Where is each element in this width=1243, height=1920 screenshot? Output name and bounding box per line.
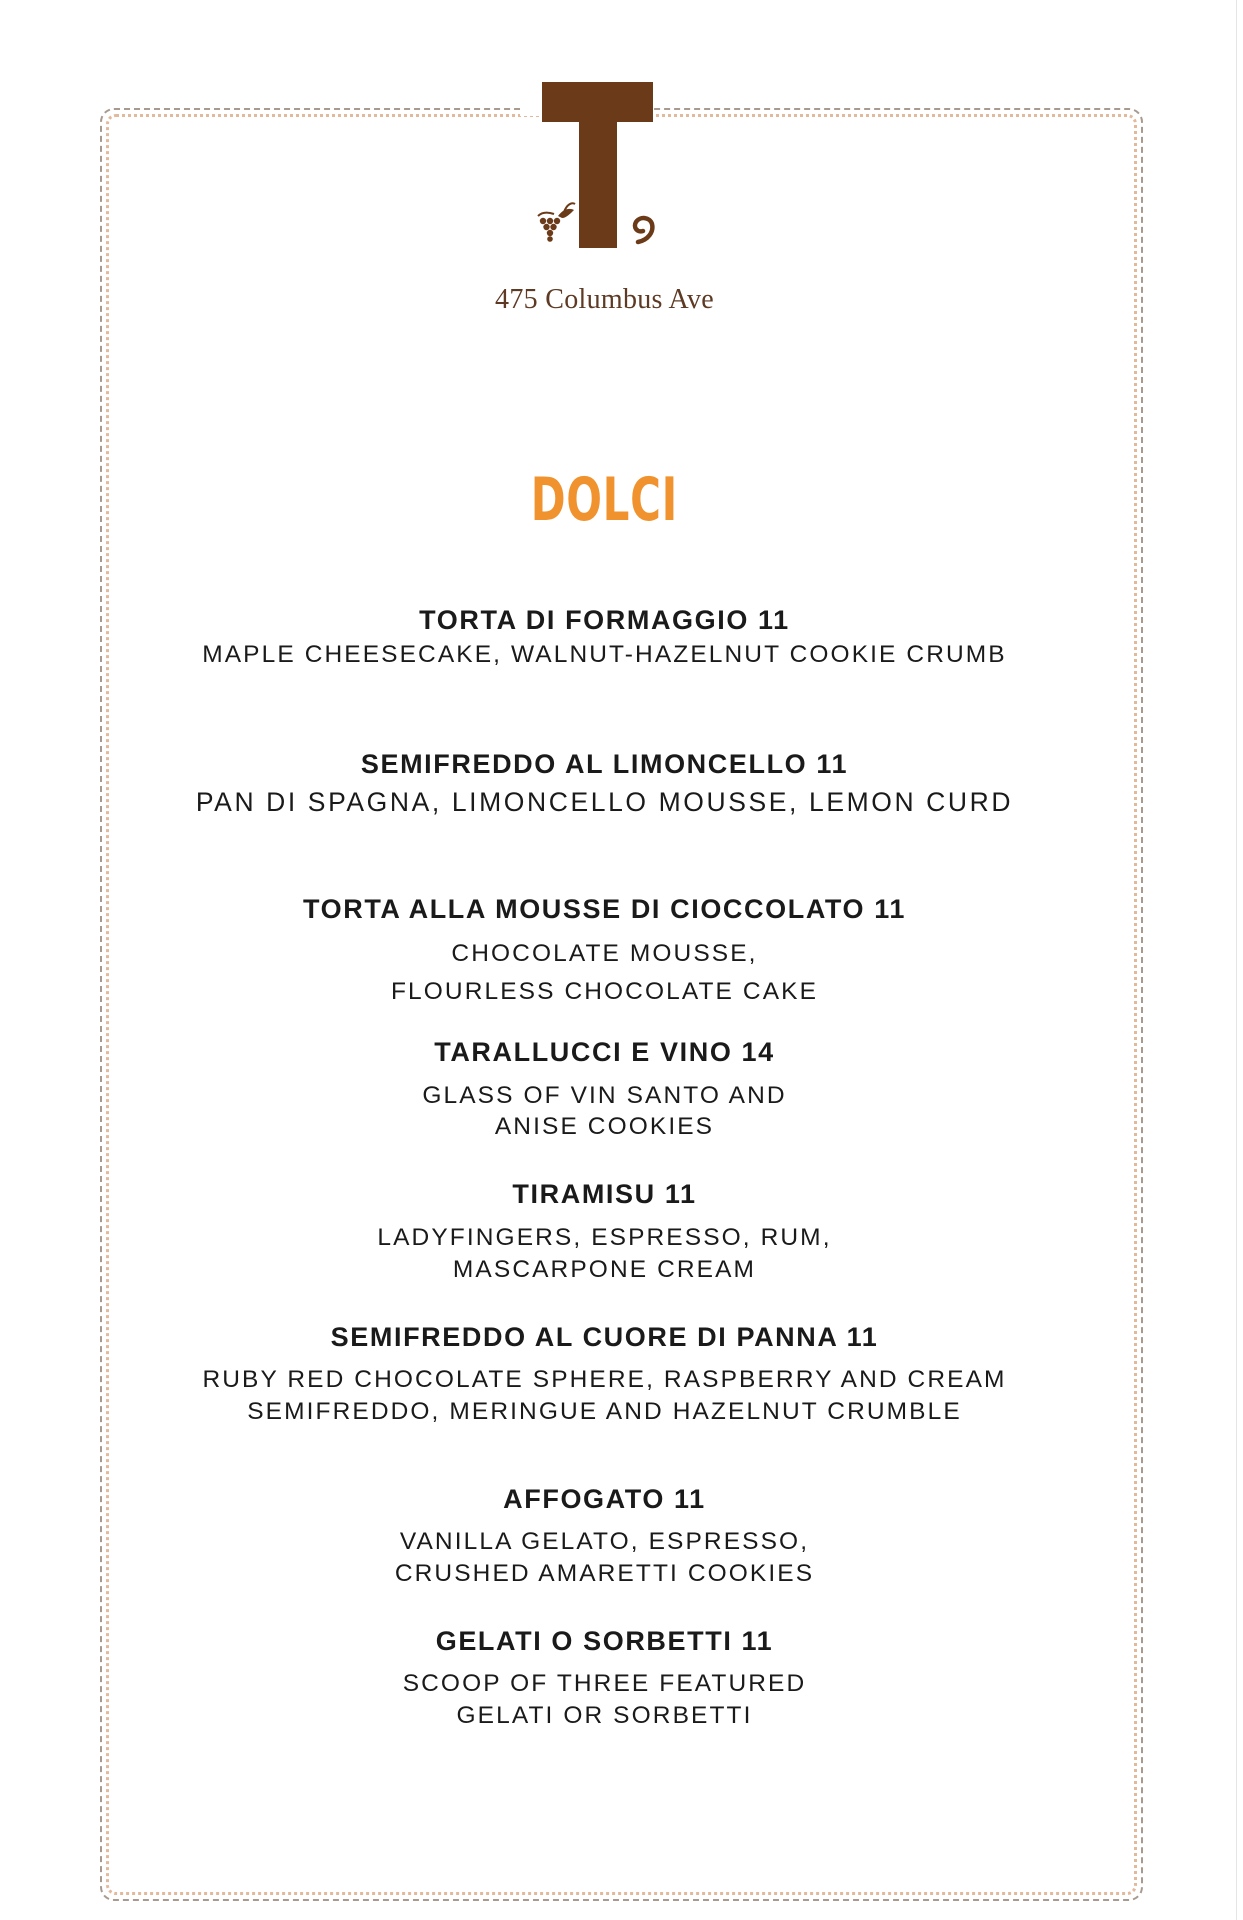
grapevine-icon <box>538 203 575 242</box>
dish-description <box>0 1080 1209 1142</box>
dish-description <box>0 643 1209 668</box>
section-title-dolci: DOLCI <box>530 465 678 535</box>
dish-name: SEMIFREDDO AL LIMONCELLO 11 <box>360 749 849 779</box>
dish-description-line: FLOURLESS CHOCOLATE CAKE <box>390 978 819 1005</box>
menu-item-gelati-o-sorbetti <box>0 1623 1209 1732</box>
dish-description-line: MASCARPONE CREAM <box>452 1256 757 1283</box>
menu-item-torta-mousse-cioccolato <box>0 891 1209 1011</box>
dish-description <box>0 1668 1209 1732</box>
dish-description-line: GLASS OF VIN SANTO AND <box>422 1082 787 1109</box>
dish-name: TORTA ALLA MOUSSE DI CIOCCOLATO 11 <box>303 894 906 924</box>
dish-name: TIRAMISU 11 <box>512 1179 697 1209</box>
dish-description <box>0 1222 1209 1286</box>
dish-description <box>0 1526 1209 1590</box>
dish-description-line: GELATI OR SORBETTI <box>456 1702 753 1729</box>
menu-item-tarallucci-e-vino <box>0 1034 1209 1142</box>
menu-item-semifreddo-cuore-di-panna <box>0 1319 1209 1428</box>
dish-description-line: SEMIFREDDO, MERINGUE AND HAZELNUT CRUMBLE <box>247 1398 962 1425</box>
dish-description-line: ANISE COOKIES <box>494 1113 715 1140</box>
restaurant-logo <box>520 80 720 250</box>
dish-description-line: RUBY RED CHOCOLATE SPHERE, RASPBERRY AND CREAM <box>202 1366 1007 1393</box>
dish-description <box>0 935 1209 1011</box>
page-edge-line <box>1236 0 1237 1920</box>
dish-name: GELATI O SORBETTI 11 <box>435 1626 774 1656</box>
dish-name: SEMIFREDDO AL CUORE DI PANNA 11 <box>330 1322 879 1352</box>
dish-description <box>0 789 1209 816</box>
menu-item-semifreddo-limoncello <box>0 746 1209 816</box>
dish-description-line: LADYFINGERS, ESPRESSO, RUM, <box>377 1224 832 1251</box>
dish-name: TORTA DI FORMAGGIO 11 <box>419 605 790 635</box>
dish-description-line: MAPLE CHEESECAKE, WALNUT-HAZELNUT COOKIE CRUMB <box>202 641 1007 668</box>
dish-name: AFFOGATO 11 <box>503 1484 706 1514</box>
dish-description-line: VANILLA GELATO, ESPRESSO, <box>399 1528 810 1555</box>
dish-description-line: CRUSHED AMARETTI COOKIES <box>394 1560 815 1587</box>
dish-description <box>0 1364 1209 1428</box>
dish-description-line: SCOOP OF THREE FEATURED <box>402 1670 807 1697</box>
dish-name: TARALLUCCI E VINO 14 <box>434 1037 775 1067</box>
swirl-icon <box>635 218 652 242</box>
menu-item-torta-di-formaggio <box>0 602 1209 668</box>
restaurant-address: 475 Columbus Ave <box>495 284 714 315</box>
menu-item-affogato <box>0 1481 1209 1590</box>
dish-description-line: PAN DI SPAGNA, LIMONCELLO MOUSSE, LEMON CURD <box>195 787 1014 817</box>
dish-description-line: CHOCOLATE MOUSSE, <box>451 940 758 967</box>
menu-item-tiramisu <box>0 1176 1209 1286</box>
